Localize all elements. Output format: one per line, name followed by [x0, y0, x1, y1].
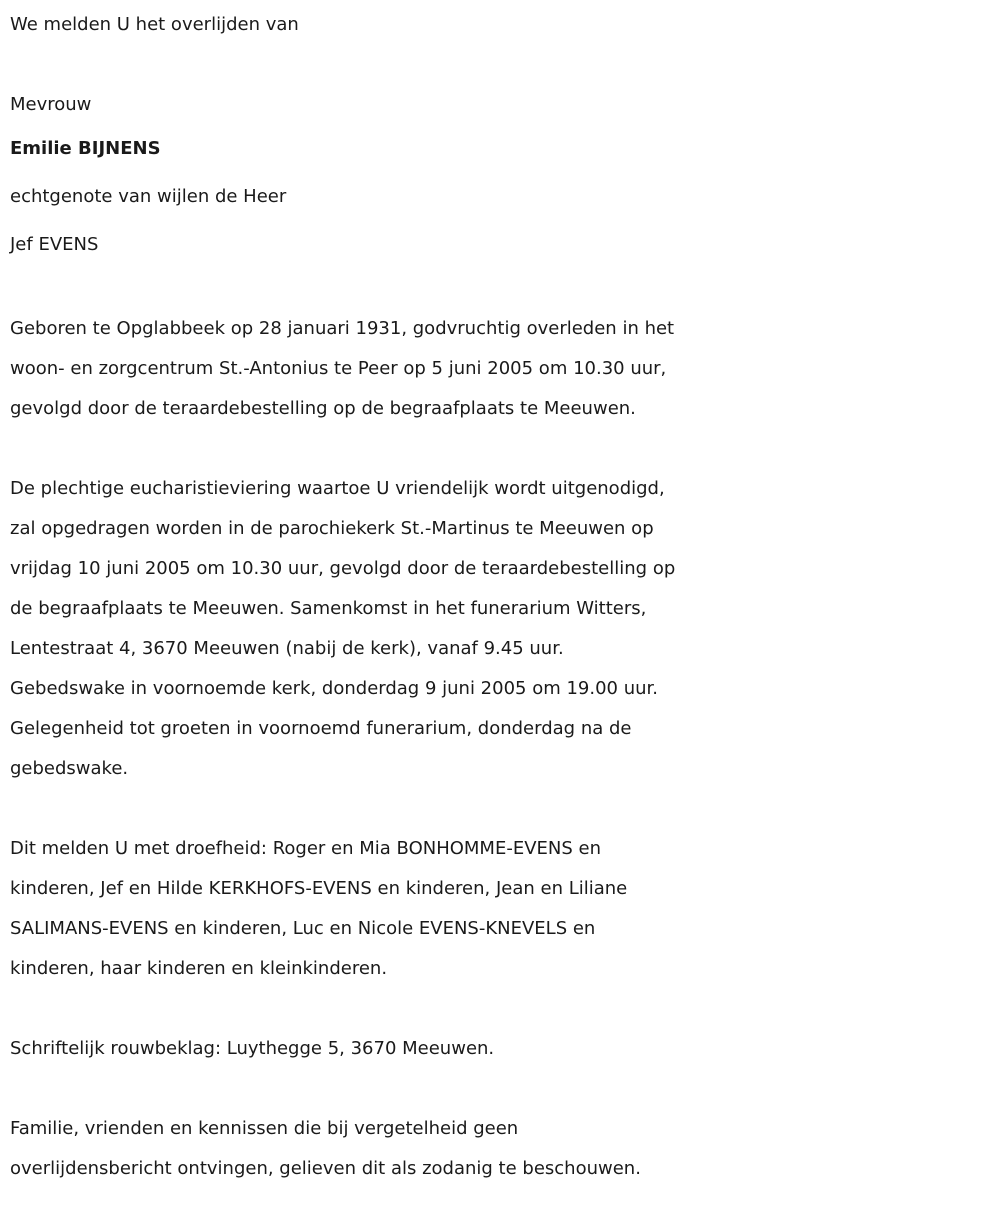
spacer	[10, 269, 995, 309]
spacer	[10, 45, 995, 85]
paragraph-line: kinderen, Jef en Hilde KERKHOFS-EVENS en kinderen, Jean en Liliane	[10, 878, 628, 899]
paragraph-line: De plechtige eucharistieviering waartoe U vriendelijk wordt uitgenodigd,	[10, 478, 665, 499]
paragraph-line: zal opgedragen worden in de parochiekerk St.-Martinus te Meeuwen op	[10, 518, 654, 539]
death-notice	[10, 5, 995, 1189]
closing-paragraph	[10, 1109, 995, 1189]
paragraph-line: Familie, vrienden en kennissen die bij vergetelheid geen	[10, 1118, 519, 1139]
deceased-name: Emilie BIJNENS	[10, 138, 161, 159]
paragraph-line: de begraafplaats te Meeuwen. Samenkomst in het funerarium Witters,	[10, 598, 647, 619]
spacer	[10, 1069, 995, 1109]
paragraph-line: Gebedswake in voornoemde kerk, donderdag 9 juni 2005 om 19.00 uur.	[10, 678, 659, 699]
spouse-name: Jef EVENS	[10, 234, 99, 255]
paragraph-line: Lentestraat 4, 3670 Meeuwen (nabij de kerk), vanaf 9.45 uur.	[10, 638, 564, 659]
spacer	[10, 989, 995, 1029]
paragraph-line: SALIMANS-EVENS en kinderen, Luc en Nicole EVENS-KNEVELS en	[10, 918, 596, 939]
paragraph-line: woon- en zorgcentrum St.-Antonius te Peer op 5 juni 2005 om 10.30 uur,	[10, 358, 667, 379]
paragraph-line: Geboren te Opglabbeek op 28 januari 1931, godvruchtig overleden in het	[10, 318, 675, 339]
spouse-relation: echtgenote van wijlen de Heer	[10, 186, 287, 207]
paragraph-line: vrijdag 10 juni 2005 om 10.30 uur, gevolgd door de teraardebestelling op	[10, 558, 676, 579]
condolence-address: Schriftelijk rouwbeklag: Luythegge 5, 3670 Meeuwen.	[10, 1038, 495, 1059]
intro-text: We melden U het overlijden van	[10, 14, 299, 35]
paragraph-line: kinderen, haar kinderen en kleinkinderen.	[10, 958, 388, 979]
spacer	[10, 429, 995, 469]
birth-death-paragraph	[10, 309, 995, 429]
paragraph-line: Gelegenheid tot groeten in voornoemd funerarium, donderdag na de	[10, 718, 632, 739]
paragraph-line: gebedswake.	[10, 758, 129, 779]
paragraph-line: Dit melden U met droefheid: Roger en Mia BONHOMME-EVENS en	[10, 838, 601, 859]
paragraph-line: overlijdensbericht ontvingen, gelieven dit als zodanig te beschouwen.	[10, 1158, 641, 1179]
spacer	[10, 789, 995, 829]
mourners-paragraph	[10, 829, 995, 989]
ceremony-paragraph	[10, 469, 995, 789]
title-text: Mevrouw	[10, 94, 92, 115]
paragraph-line: gevolgd door de teraardebestelling op de begraafplaats te Meeuwen.	[10, 398, 636, 419]
